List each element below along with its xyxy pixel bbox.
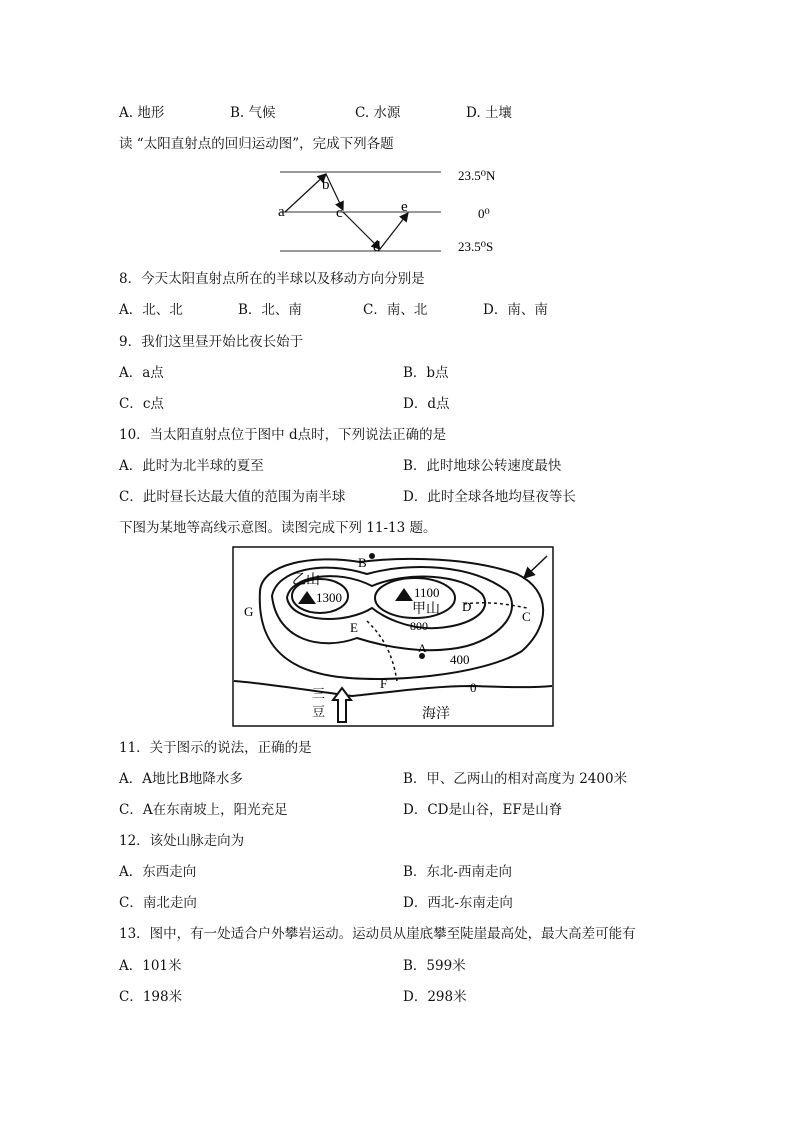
- sun-figure-intro: 读 “太阳直射点的回归运动图”，完成下列各题: [119, 136, 394, 152]
- contour-map: [232, 546, 554, 728]
- q13-option-a: A．101米: [119, 958, 182, 974]
- label-ocean: 海洋: [422, 707, 450, 722]
- label-contour-400: 400: [450, 652, 470, 667]
- label-d: D: [462, 599, 472, 614]
- lat-label-equator: 0⁰: [478, 206, 490, 221]
- label-mountain-yi: 乙山: [292, 573, 320, 588]
- q13-option-b: B．599米: [403, 958, 466, 974]
- q13-stem: 13．图中，有一处适合户外攀岩运动。运动员从崖底攀至陡崖最高处，最大高差可能有: [119, 926, 636, 942]
- q12-option-d: D．西北-东南走向: [403, 895, 513, 911]
- q12-option-c: C．南北走向: [119, 895, 197, 911]
- point-a-label: a: [278, 204, 285, 220]
- q8-option-b: B．北、南: [238, 302, 302, 318]
- label-c: C: [522, 609, 531, 624]
- label-b: B: [358, 555, 367, 570]
- label-wind-top: 三: [312, 686, 326, 701]
- q10-option-b: B．此时地球公转速度最快: [403, 458, 562, 474]
- q12-option-a: A．东西走向: [119, 864, 197, 880]
- point-b-label: b: [322, 177, 330, 193]
- q8-option-c: C．南、北: [363, 302, 428, 318]
- q7-option-a: A. 地形: [119, 105, 165, 121]
- q13-option-c: C．198米: [119, 989, 183, 1005]
- q11-stem: 11．关于图示的说法，正确的是: [119, 740, 312, 756]
- sun-migration-figure: [275, 163, 535, 255]
- label-mountain-jia: 甲山: [412, 602, 440, 617]
- q7-option-b: B. 气候: [230, 105, 276, 121]
- q10-option-a: A．此时为北半球的夏至: [119, 458, 264, 474]
- q9-stem: 9．我们这里昼开始比夜长始于: [119, 334, 304, 350]
- label-e: E: [350, 620, 358, 635]
- label-wind-bottom: 豆: [312, 704, 326, 719]
- q12-stem: 12．该处山脉走向为: [119, 833, 245, 849]
- q10-stem: 10．当太阳直射点位于图中 d点时，下列说法正确的是: [119, 427, 447, 443]
- point-e-label: e: [401, 199, 408, 215]
- q9-option-b: B．b点: [403, 365, 449, 381]
- q7-option-d: D. 土壤: [466, 105, 512, 121]
- lat-label-north: 23.5⁰N: [458, 168, 496, 183]
- q9-option-c: C．c点: [119, 396, 164, 412]
- q12-option-b: B．东北-西南走向: [403, 864, 512, 880]
- label-g: G: [244, 604, 254, 619]
- q13-option-d: D．298米: [403, 989, 467, 1005]
- label-contour-0: 0: [470, 680, 477, 695]
- q8-option-d: D．南、南: [483, 302, 548, 318]
- q10-option-d: D．此时全球各地均昼夜等长: [403, 489, 576, 505]
- q8-stem: 8．今天太阳直射点所在的半球以及移动方向分别是: [119, 271, 425, 287]
- q11-option-b: B．甲、乙两山的相对高度为 2400米: [403, 771, 628, 787]
- label-peak-yi: 1300: [316, 590, 342, 605]
- q10-option-c: C．此时昼长达最大值的范围为南半球: [119, 489, 346, 505]
- q9-option-d: D．d点: [403, 396, 450, 412]
- label-a: A: [418, 641, 427, 655]
- point-d-label: d: [373, 239, 381, 255]
- q7-option-c: C. 水源: [355, 105, 401, 121]
- lat-label-south: 23.5⁰S: [458, 239, 494, 254]
- q8-option-a: A．北、北: [119, 302, 183, 318]
- q9-option-a: A．a点: [119, 365, 164, 381]
- label-contour-800: 800: [410, 619, 428, 633]
- label-peak-jia: 1100: [414, 585, 440, 600]
- q11-option-d: D．CD是山谷，EF是山脊: [403, 802, 563, 818]
- q11-option-c: C．A在东南坡上，阳光充足: [119, 802, 288, 818]
- point-c-label: c: [336, 205, 343, 221]
- contour-intro: 下图为某地等高线示意图。读图完成下列 11-13 题。: [119, 520, 437, 536]
- label-f: F: [380, 676, 388, 691]
- q11-option-a: A．A地比B地降水多: [119, 771, 243, 787]
